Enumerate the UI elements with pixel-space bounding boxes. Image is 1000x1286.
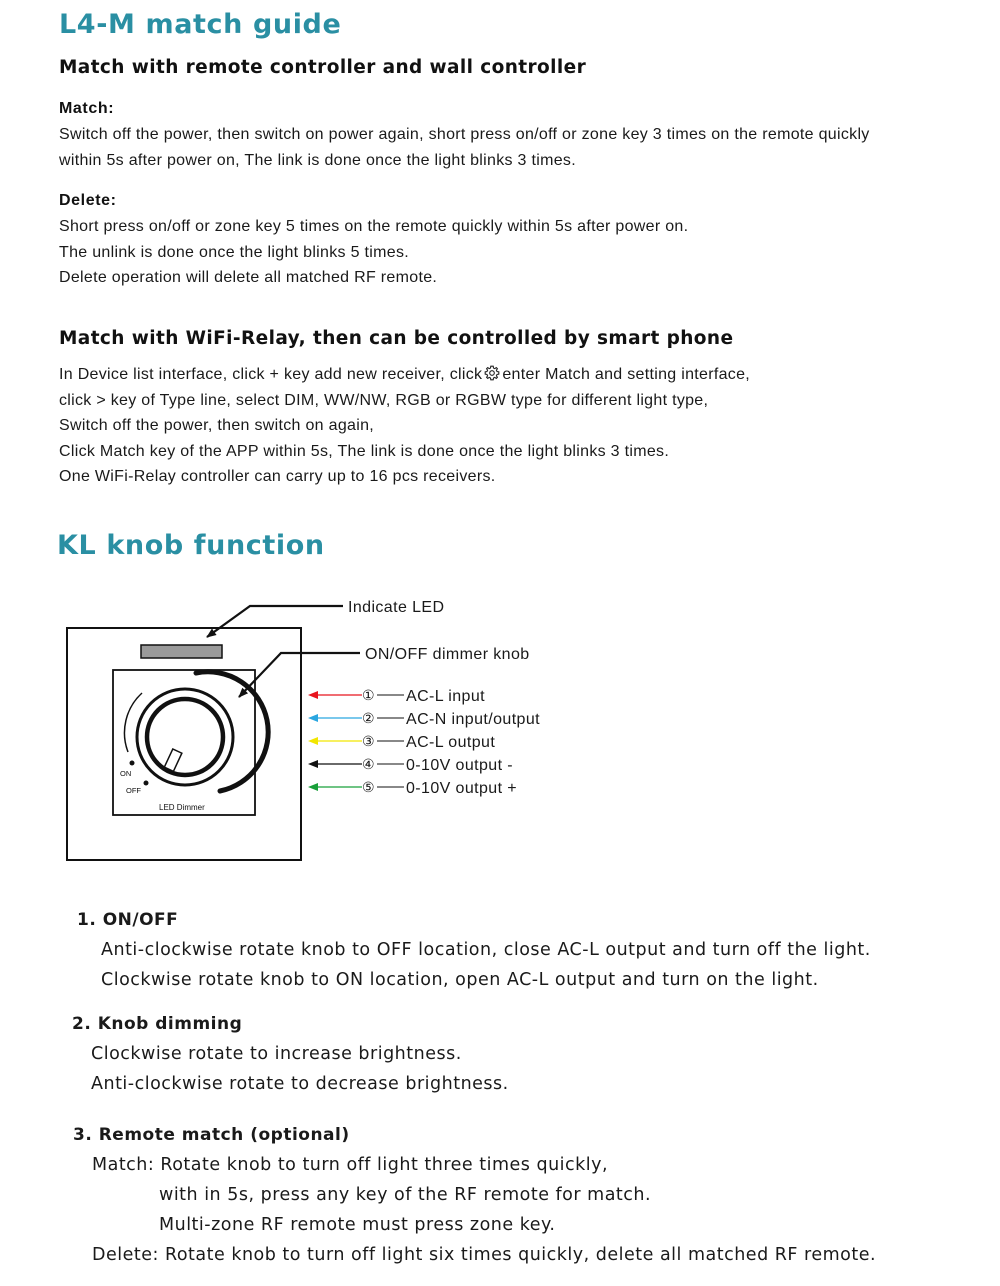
wifi-line: One WiFi-Relay controller can carry up to 16 pcs receivers. — [59, 468, 496, 485]
section-line: Match: Rotate knob to turn off light three times quickly, — [92, 1155, 609, 1175]
indicate-led-label: Indicate LED — [348, 599, 445, 616]
indicator-led — [141, 645, 222, 658]
indicate-led-leader — [207, 606, 343, 637]
on-dot — [130, 761, 135, 766]
gear-icon — [484, 365, 500, 381]
wifi-text — [59, 362, 750, 490]
delete-line: The unlink is done once the light blinks 5 times. — [59, 243, 409, 261]
match-text — [59, 122, 870, 173]
section-heading: 2. Knob dimming — [72, 1014, 243, 1034]
delete-line: Short press on/off or zone key 5 times on the remote quickly within 5s after power on. — [59, 218, 689, 235]
knob-outer — [137, 689, 233, 785]
section-line: Clockwise rotate knob to ON location, open AC-L output and turn on the light. — [101, 970, 819, 990]
wifi-line: In Device list interface, click + key add new receiver, click enter Match and setting interface, — [59, 366, 751, 383]
delete-heading: Delete: — [59, 192, 117, 209]
section-subtitle: Match with remote controller and wall controller — [59, 57, 587, 78]
off-label: OFF — [126, 786, 141, 795]
kl-title: KL knob function — [57, 530, 325, 561]
svg-text:0-10V output -: 0-10V output - — [406, 757, 513, 774]
wire-1 — [308, 687, 485, 705]
section-line: Delete: Rotate knob to turn off light six times quickly, delete all matched RF remote. — [92, 1245, 877, 1265]
svg-text:⑤: ⑤ — [362, 779, 375, 795]
svg-text:0-10V output +: 0-10V output + — [406, 780, 518, 797]
svg-text:①: ① — [362, 687, 375, 703]
svg-text:AC-L output: AC-L output — [406, 734, 496, 751]
wifi-heading: Match with WiFi-Relay, then can be controlled by smart phone — [59, 328, 734, 349]
knob-diagram — [0, 580, 1000, 880]
panel-label: LED Dimmer — [159, 803, 205, 812]
off-dot — [144, 781, 149, 786]
on-label: ON — [120, 769, 132, 778]
section-line: Anti-clockwise rotate to decrease brightness. — [91, 1074, 509, 1094]
wifi-line: click > key of Type line, select DIM, WW/NW, RGB or RGBW type for different light type, — [59, 391, 709, 409]
section-line: Anti-clockwise rotate knob to OFF location, close AC-L output and turn off the light. — [101, 940, 871, 960]
match-line: within 5s after power on, The link is done once the light blinks 3 times. — [59, 151, 576, 169]
delete-text — [59, 214, 688, 291]
svg-text:③: ③ — [362, 733, 375, 749]
svg-text:AC-N input/output: AC-N input/output — [406, 711, 540, 728]
section-line: with in 5s, press any key of the RF remote for match. — [159, 1185, 652, 1205]
svg-text:②: ② — [362, 710, 375, 726]
match-heading: Match: — [59, 100, 115, 117]
match-line: Switch off the power, then switch on power again, short press on/off or zone key 3 times on the remote quickly — [59, 126, 870, 143]
wire-5 — [308, 779, 517, 797]
section-line: Clockwise rotate to increase brightness. — [91, 1044, 462, 1064]
dimmer-knob-label: ON/OFF dimmer knob — [365, 646, 530, 663]
delete-line: Delete operation will delete all matched RF remote. — [59, 269, 438, 286]
section-line: Multi-zone RF remote must press zone key. — [159, 1215, 556, 1235]
svg-text:④: ④ — [362, 756, 375, 772]
dimmer-knob-leader — [239, 653, 360, 697]
wire-4 — [308, 756, 513, 774]
section-heading: 1. ON/OFF — [77, 910, 179, 930]
page-title: L4-M match guide — [59, 9, 342, 40]
svg-text:AC-L input: AC-L input — [406, 688, 485, 705]
wire-3 — [308, 733, 495, 751]
wifi-line: Switch off the power, then switch on again, — [59, 417, 375, 434]
knob-inner — [147, 699, 223, 775]
section-heading: 3. Remote match (optional) — [73, 1125, 350, 1145]
wifi-line: Click Match key of the APP within 5s, The link is done once the light blinks 3 times. — [59, 442, 670, 460]
knob-pointer — [164, 749, 182, 771]
wire-2 — [308, 710, 540, 728]
